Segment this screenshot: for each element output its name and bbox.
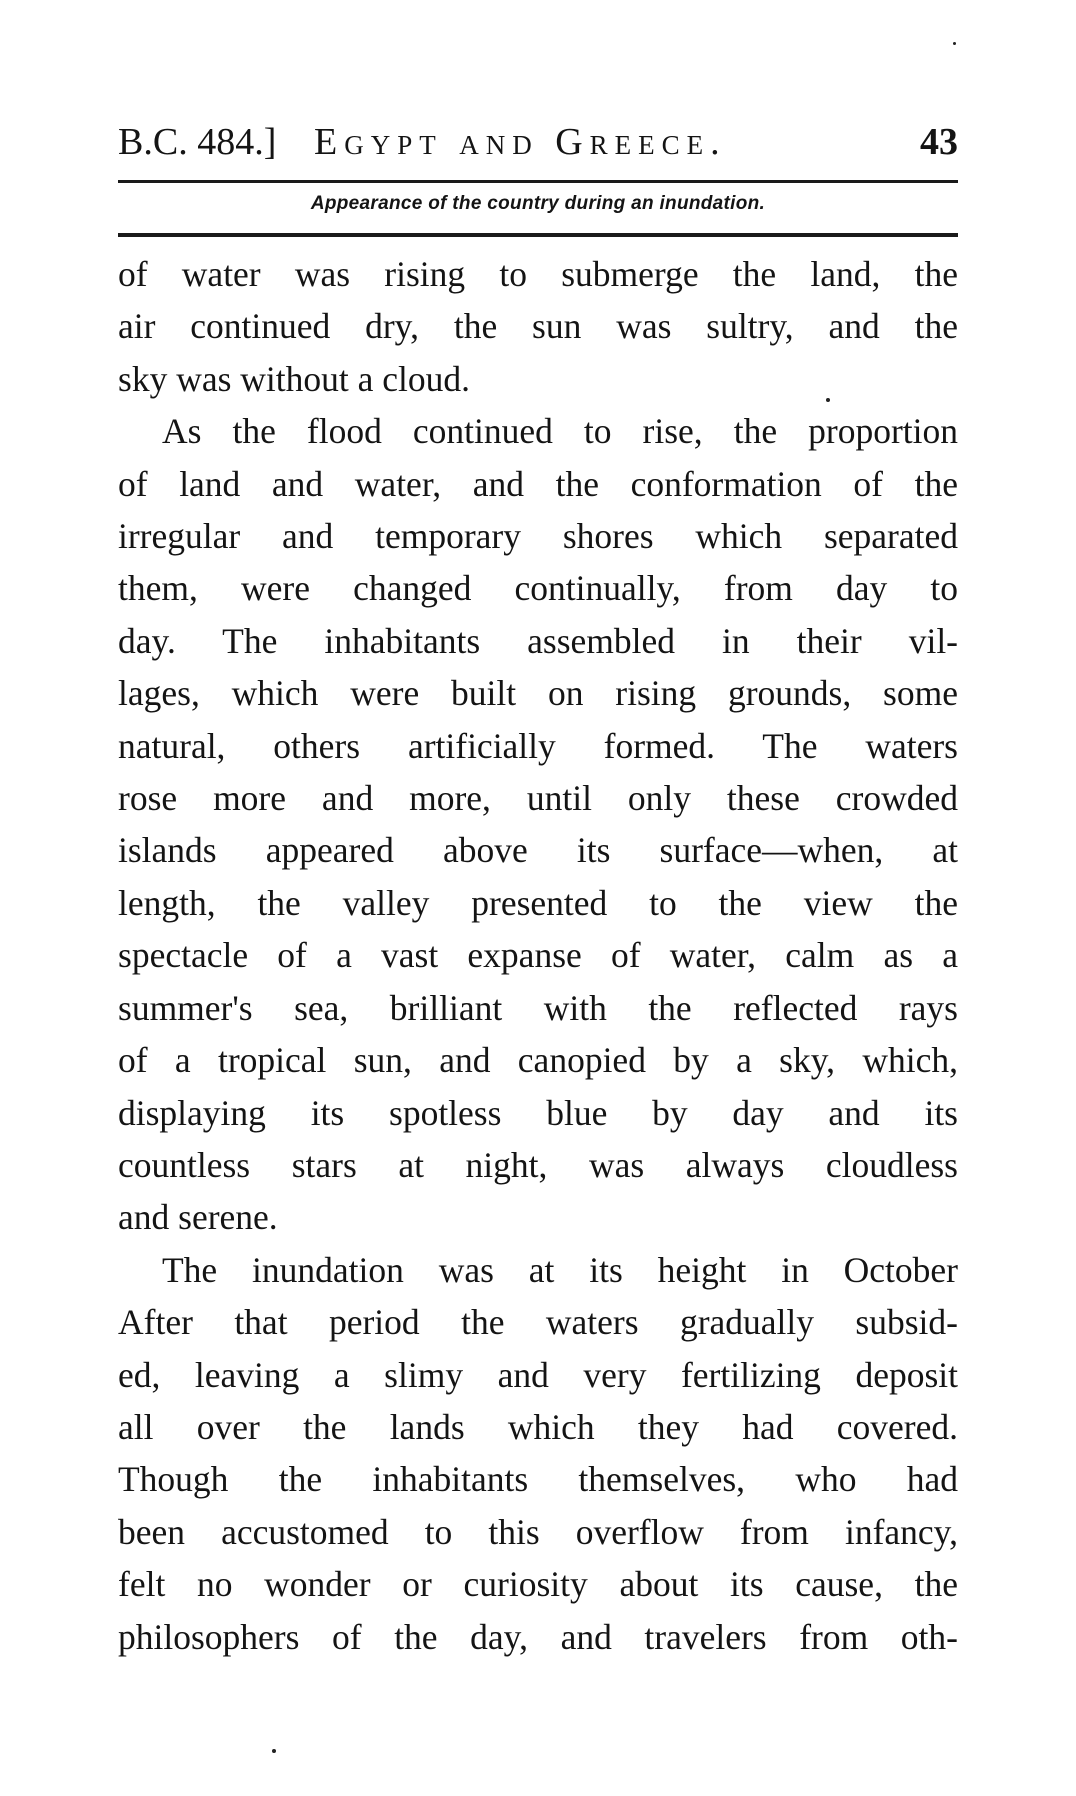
page-number: 43: [920, 121, 958, 163]
text-line: sky was without a cloud.: [118, 358, 471, 399]
text-line: natural, others artificially formed. The waters: [118, 725, 958, 766]
text-line: islands appeared above its surface—when, at: [118, 830, 958, 871]
text-line: As the flood continued to rise, the proportion: [162, 411, 958, 452]
text-line: irregular and temporary shores which separated: [118, 516, 958, 557]
text-line: ed, leaving a slimy and very fertilizing deposit: [118, 1354, 958, 1395]
header-rule-top: [118, 180, 958, 183]
running-head-title: Egypt and Greece.: [314, 121, 727, 163]
text-line: After that period the waters gradually subsid-: [118, 1302, 958, 1343]
text-line: length, the valley presented to the view the: [118, 882, 958, 923]
text-line: displaying its spotless blue by day and its: [118, 1092, 958, 1133]
text-line: philosophers of the day, and travelers from oth-: [118, 1616, 958, 1657]
print-speck: [953, 42, 956, 45]
text-line: countless stars at night, was always cloudless: [118, 1144, 958, 1185]
paragraph: [118, 1244, 958, 1663]
text-line: of a tropical sun, and canopied by a sky, which,: [118, 1040, 958, 1081]
text-line: rose more and more, until only these crowded: [118, 778, 958, 819]
body-text: [118, 248, 958, 1663]
text-line: Though the inhabitants themselves, who had: [118, 1459, 958, 1500]
text-line: been accustomed to this overflow from infancy,: [118, 1511, 958, 1552]
text-line: summer's sea, brilliant with the reflected rays: [118, 987, 958, 1028]
paragraph: [118, 248, 958, 405]
text-line: of land and water, and the conformation of the: [118, 463, 958, 504]
text-line: lages, which were built on rising grounds, some: [118, 673, 958, 714]
running-head-date: B.C. 484.]: [118, 121, 277, 163]
section-subheading: Appearance of the country during an inundation.: [310, 193, 766, 214]
header-rule-bottom: [118, 233, 958, 237]
text-line: of water was rising to submerge the land, the: [118, 254, 958, 294]
print-speck: [826, 398, 830, 402]
print-speck: [272, 1749, 276, 1753]
text-line: them, were changed continually, from day to: [118, 568, 958, 609]
text-line: The inundation was at its height in October: [162, 1249, 958, 1290]
text-line: day. The inhabitants assembled in their vil-: [118, 620, 958, 661]
paragraph: [118, 405, 958, 1244]
text-line: and serene.: [118, 1197, 278, 1238]
text-line: all over the lands which they had covered.: [118, 1406, 958, 1447]
text-line: air continued dry, the sun was sultry, and the: [118, 306, 958, 347]
text-line: felt no wonder or curiosity about its cause, the: [118, 1564, 958, 1605]
running-head: [118, 118, 958, 174]
text-line: spectacle of a vast expanse of water, calm as a: [118, 935, 958, 976]
